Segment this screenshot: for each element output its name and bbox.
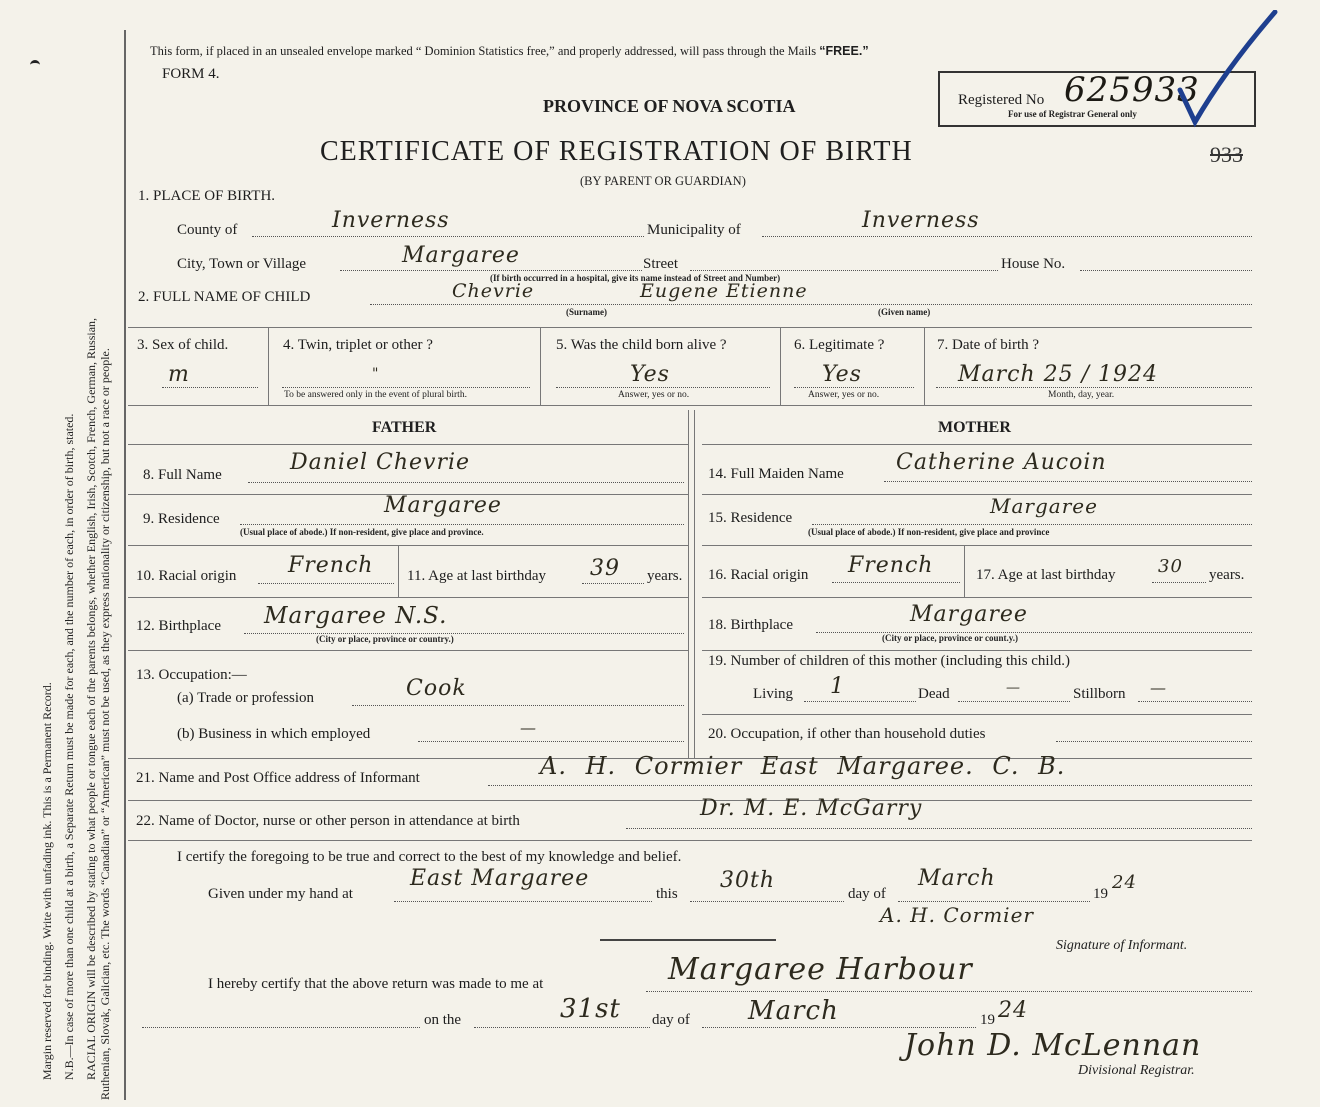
- father-race-divider: [398, 545, 399, 597]
- mother-rule-2: [702, 545, 1252, 546]
- father-birthplace-label: 12. Birthplace: [136, 618, 221, 634]
- father-years-label: years.: [647, 568, 683, 584]
- year-prefix: 19: [1093, 886, 1108, 902]
- mother-name-value: Catherine Aucoin: [896, 450, 1107, 475]
- registrar-statement: I hereby certify that the above return was made to me at: [208, 976, 544, 992]
- margin-note-racial-origin: RACIAL ORIGIN will be described by stating to what people or tongue each of the parents belongs, whether English, Irish, Scotch, French, German, Russian,: [84, 317, 98, 1080]
- father-residence-line: [240, 524, 684, 525]
- twin-line: [282, 387, 530, 388]
- municipality-line: [762, 236, 1252, 237]
- children-count-label: 19. Number of children of this mother (including this child.): [708, 653, 1071, 669]
- street-line: [690, 270, 998, 271]
- alive-line: [556, 387, 770, 388]
- registrar-use-note: For use of Registrar General only: [1008, 109, 1137, 119]
- living-value: 1: [830, 674, 845, 699]
- registrar-year-prefix: 19: [980, 1012, 995, 1028]
- mother-rule-4: [702, 650, 1252, 651]
- registered-label: Registered No: [958, 92, 1045, 108]
- father-race-label: 10. Racial origin: [136, 568, 237, 584]
- day-line: [690, 901, 844, 902]
- registrar-signature: John D. McLennan: [904, 1028, 1202, 1063]
- living-label: Living: [753, 686, 793, 702]
- section-separator: [600, 939, 776, 941]
- sex-line: [162, 387, 258, 388]
- mother-name-line: [884, 481, 1252, 482]
- informant-label: 21. Name and Post Office address of Informant: [136, 770, 420, 786]
- q-divider-2: [540, 327, 541, 405]
- mother-residence-note: (Usual place of abode.) If non-resident, give place and province: [808, 527, 1050, 537]
- living-line: [804, 701, 916, 702]
- mother-age-line: [1152, 582, 1206, 583]
- father-birthplace-line: [244, 633, 684, 634]
- stillborn-value: —: [1150, 678, 1167, 697]
- father-race-line: [258, 583, 394, 584]
- mother-race-label: 16. Racial origin: [708, 567, 809, 583]
- trade-value: Cook: [406, 676, 467, 701]
- trade-label: (a) Trade or profession: [177, 690, 315, 706]
- stray-mark: [30, 60, 40, 69]
- municipality-value: Inverness: [862, 208, 980, 233]
- father-age-line: [582, 583, 644, 584]
- on-the-label: on the: [424, 1012, 462, 1028]
- mother-top-rule: [702, 444, 1252, 445]
- sex-label: 3. Sex of child.: [137, 337, 229, 353]
- registered-number: 625933: [1064, 70, 1200, 110]
- q-divider-1: [268, 327, 269, 405]
- father-residence-label: 9. Residence: [143, 511, 220, 527]
- mother-race-line: [832, 582, 960, 583]
- given-caption: (Given name): [878, 307, 931, 317]
- father-rule-3: [128, 597, 688, 598]
- day-of-label: day of: [848, 886, 886, 902]
- mother-rule-5: [702, 714, 1252, 715]
- doctor-line: [626, 828, 1252, 829]
- registrar-month-value: March: [748, 996, 839, 1026]
- certify-statement: I certify the foregoing to be true and correct to the best of my knowledge and belief.: [177, 849, 682, 865]
- child-surname: Chevrie: [452, 280, 535, 302]
- page-subtitle: (BY PARENT OR GUARDIAN): [580, 174, 746, 188]
- child-given-name: Eugene Etienne: [640, 280, 808, 302]
- registrar-place-value: Margaree Harbour: [668, 952, 973, 987]
- alive-label: 5. Was the child born alive ?: [556, 337, 727, 353]
- given-at-label: Given under my hand at: [208, 886, 353, 902]
- father-rule-2: [128, 545, 688, 546]
- father-residence-note: (Usual place of abode.) If non-resident, give place and province.: [240, 527, 484, 537]
- margin-rule: [124, 30, 126, 1100]
- mother-race-value: French: [848, 553, 934, 578]
- q-divider-4: [924, 327, 925, 405]
- dead-value: —: [1006, 680, 1021, 696]
- margin-note-binding: Margin reserved for binding. Write with unfading ink. This is a Permanent Record.: [40, 682, 54, 1080]
- alive-note: Answer, yes or no.: [618, 390, 690, 400]
- informant-signature: A. H. Cormier: [880, 903, 1034, 927]
- postal-note: This form, if placed in an unsealed envelope marked “ Dominion Statistics free,” and properly addressed, will pass through the Mails “FREE.”: [150, 44, 869, 58]
- legitimate-label: 6. Legitimate ?: [794, 337, 885, 353]
- street-label: Street: [643, 256, 678, 272]
- father-name-value: Daniel Chevrie: [290, 450, 471, 475]
- mother-occupation-label: 20. Occupation, if other than household duties: [708, 726, 986, 742]
- registrar-year-value: 24: [998, 998, 1028, 1023]
- occupation-label: 13. Occupation:—: [136, 667, 247, 683]
- legitimate-value: Yes: [822, 362, 862, 387]
- father-name-line: [248, 482, 684, 483]
- informant-value: A. H. Cormier East Margaree. C. B.: [540, 752, 1066, 780]
- mother-birthplace-note: (City or place, province or count.y.): [882, 633, 1018, 643]
- registrar-place-line: [646, 991, 1252, 992]
- mother-birthplace-value: Margaree: [910, 602, 1028, 627]
- margin-note-multiple-births: N.B.—In case of more than one child at a birth, a Separate Return must be made for each, and the number of each, in order of birth, stated.: [62, 413, 76, 1080]
- alive-value: Yes: [630, 362, 670, 387]
- mother-age-label: 17. Age at last birthday: [976, 567, 1116, 583]
- dead-line: [958, 701, 1070, 702]
- given-at-line: [394, 901, 652, 902]
- stillborn-label: Stillborn: [1073, 686, 1126, 702]
- registrar-lead-line: [142, 1027, 420, 1028]
- city-label: City, Town or Village: [177, 256, 307, 272]
- mother-rule-1: [702, 494, 1252, 495]
- informant-rule: [128, 800, 1252, 801]
- form-number: FORM 4.: [162, 66, 220, 82]
- questions-bottom-rule: [128, 405, 1252, 406]
- doctor-label: 22. Name of Doctor, nurse or other person in attendance at birth: [136, 813, 520, 829]
- given-at-value: East Margaree: [410, 866, 590, 891]
- father-age-label: 11. Age at last birthday: [407, 568, 546, 584]
- dob-line: [936, 387, 1252, 388]
- check-mark-icon: [1170, 10, 1280, 130]
- municipality-label: Municipality of: [647, 222, 741, 238]
- dob-value: March 25 / 1924: [958, 362, 1159, 387]
- father-heading: FATHER: [372, 419, 437, 436]
- dead-label: Dead: [918, 686, 950, 702]
- q-divider-3: [780, 327, 781, 405]
- mother-years-label: years.: [1209, 567, 1245, 583]
- county-value: Inverness: [332, 208, 450, 233]
- mother-residence-line: [812, 524, 1252, 525]
- mother-occupation-line: [1056, 741, 1252, 742]
- registrar-day-value: 31st: [560, 994, 621, 1024]
- questions-top-rule: [128, 327, 1252, 328]
- registrar-caption: Divisional Registrar.: [1078, 1063, 1195, 1078]
- business-label: (b) Business in which employed: [177, 726, 371, 742]
- house-label: House No.: [1001, 256, 1066, 272]
- page-title: CERTIFICATE OF REGISTRATION OF BIRTH: [320, 136, 913, 167]
- twin-label: 4. Twin, triplet or other ?: [283, 337, 433, 353]
- legitimate-line: [794, 387, 914, 388]
- informant-signature-caption: Signature of Informant.: [1056, 938, 1188, 953]
- registrar-day-of-label: day of: [652, 1012, 690, 1028]
- business-line: [418, 741, 684, 742]
- sex-value: m: [168, 362, 190, 387]
- father-rule-4: [128, 650, 688, 651]
- city-line: [340, 270, 642, 271]
- county-label: County of: [177, 222, 238, 238]
- mother-race-divider: [964, 545, 965, 597]
- place-section-label: 1. PLACE OF BIRTH.: [138, 188, 276, 204]
- mother-heading: MOTHER: [938, 419, 1011, 436]
- month-line: [898, 901, 1090, 902]
- father-residence-value: Margaree: [384, 493, 502, 518]
- child-name-line: [370, 304, 1252, 305]
- twin-value: ": [372, 366, 380, 382]
- margin-note-racial-origin-2: Ruthenian, Slovak, Galician, etc. The words “Canadian” or “American” must not be used, as they express nationality or citizenship, but not a race or people.: [98, 348, 112, 1100]
- registrar-day-line: [474, 1027, 650, 1028]
- twin-note: To be answered only in the event of plural birth.: [284, 390, 467, 400]
- county-line: [252, 236, 644, 237]
- father-top-rule: [128, 444, 688, 445]
- informant-line: [488, 785, 1252, 786]
- mother-rule-3: [702, 597, 1252, 598]
- stillborn-line: [1138, 701, 1252, 702]
- mother-age-value: 30: [1158, 556, 1183, 577]
- given-year-value: 24: [1112, 872, 1137, 893]
- mother-residence-value: Margaree: [990, 494, 1098, 518]
- business-value: —: [520, 718, 537, 737]
- father-race-value: French: [288, 553, 374, 578]
- mother-residence-label: 15. Residence: [708, 510, 793, 526]
- hospital-note: (If birth occurred in a hospital, give its name instead of Street and Number): [490, 273, 781, 283]
- given-day-value: 30th: [720, 868, 776, 893]
- province-heading: PROVINCE OF NOVA SCOTIA: [543, 96, 796, 116]
- doctor-rule: [128, 840, 1252, 841]
- child-name-label: 2. FULL NAME OF CHILD: [138, 289, 311, 305]
- this-label: this: [656, 886, 678, 902]
- doctor-value: Dr. M. E. McGarry: [700, 796, 923, 821]
- dob-label: 7. Date of birth ?: [937, 337, 1040, 353]
- mother-name-label: 14. Full Maiden Name: [708, 466, 844, 482]
- dob-note: Month, day, year.: [1048, 390, 1115, 400]
- mother-birthplace-label: 18. Birthplace: [708, 617, 793, 633]
- surname-caption: (Surname): [566, 307, 607, 317]
- house-line: [1080, 270, 1252, 271]
- parent-divider-b: [694, 410, 695, 758]
- father-birthplace-note: (City or place, province or country.): [316, 634, 454, 644]
- father-name-label: 8. Full Name: [143, 467, 222, 483]
- legitimate-note: Answer, yes or no.: [808, 390, 880, 400]
- given-month-value: March: [918, 866, 996, 891]
- father-birthplace-value: Margaree N.S.: [264, 603, 448, 629]
- parent-divider-a: [688, 410, 689, 758]
- city-value: Margaree: [402, 243, 520, 268]
- crossed-number: 933: [1210, 142, 1243, 167]
- trade-line: [352, 705, 684, 706]
- father-age-value: 39: [590, 556, 620, 581]
